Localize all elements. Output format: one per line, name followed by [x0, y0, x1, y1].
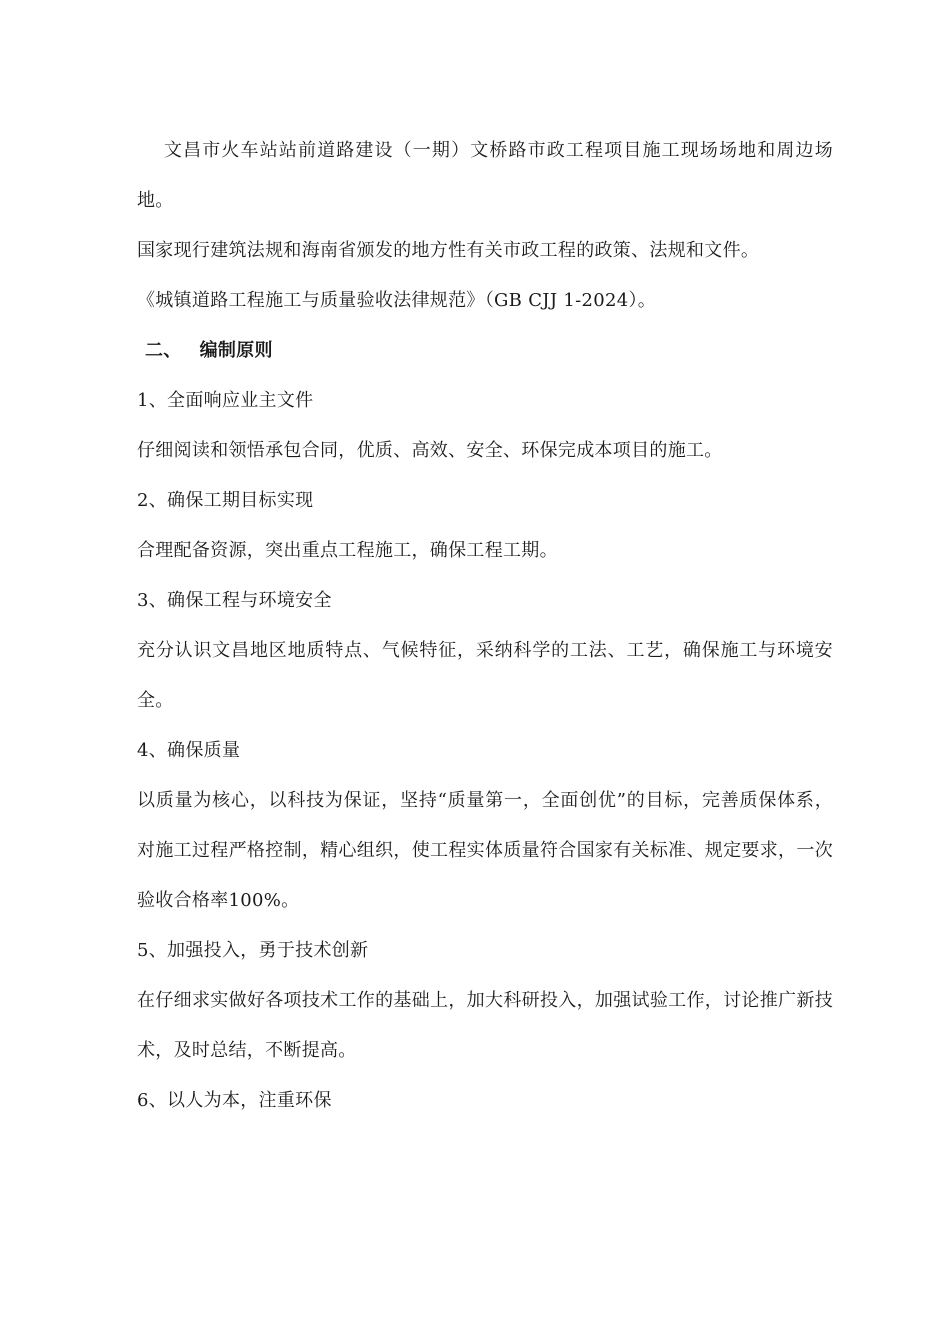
principle-body: 在仔细求实做好各项技术工作的基础上，加大科研投入，加强试验工作，讨论推广新技术，及时总结，不断提高。	[137, 990, 833, 1061]
principle-title: 4、确保质量	[137, 740, 241, 761]
paragraph-standard: 《城镇道路工程施工与质量验收法律规范》（GB CJJ 1-2024）。	[137, 290, 657, 311]
section-number: 二、	[145, 340, 182, 361]
principle-title: 1、全面响应业主文件	[137, 390, 314, 411]
principle-title: 6、以人为本，注重环保	[137, 1090, 332, 1111]
principle-title: 2、确保工期目标实现	[137, 490, 314, 511]
paragraph-site: 文昌市火车站站前道路建设（一期）文桥路市政工程项目施工现场场地和周边场地。	[137, 140, 833, 211]
principle-body: 合理配备资源，突出重点工程施工，确保工程工期。	[137, 540, 558, 561]
document-body	[137, 126, 833, 1126]
paragraph-regulations: 国家现行建筑法规和海南省颁发的地方性有关市政工程的政策、法规和文件。	[137, 240, 760, 261]
section-title: 编制原则	[199, 340, 273, 361]
principle-title: 5、加强投入，勇于技术创新	[137, 940, 369, 961]
section-heading	[137, 326, 833, 376]
principle-body: 仔细阅读和领悟承包合同，优质、高效、安全、环保完成本项目的施工。	[137, 440, 723, 461]
principle-title: 3、确保工程与环境安全	[137, 590, 332, 611]
principle-body: 充分认识文昌地区地质特点、气候特征，采纳科学的工法、工艺，确保施工与环境安全。	[137, 640, 833, 711]
principle-body: 以质量为核心，以科技为保证，坚持“质量第一，全面创优”的目标，完善质保体系，对施工过程严格控制，精心组织，使工程实体质量符合国家有关标准、规定要求，一次验收合格率100%。	[137, 790, 833, 911]
